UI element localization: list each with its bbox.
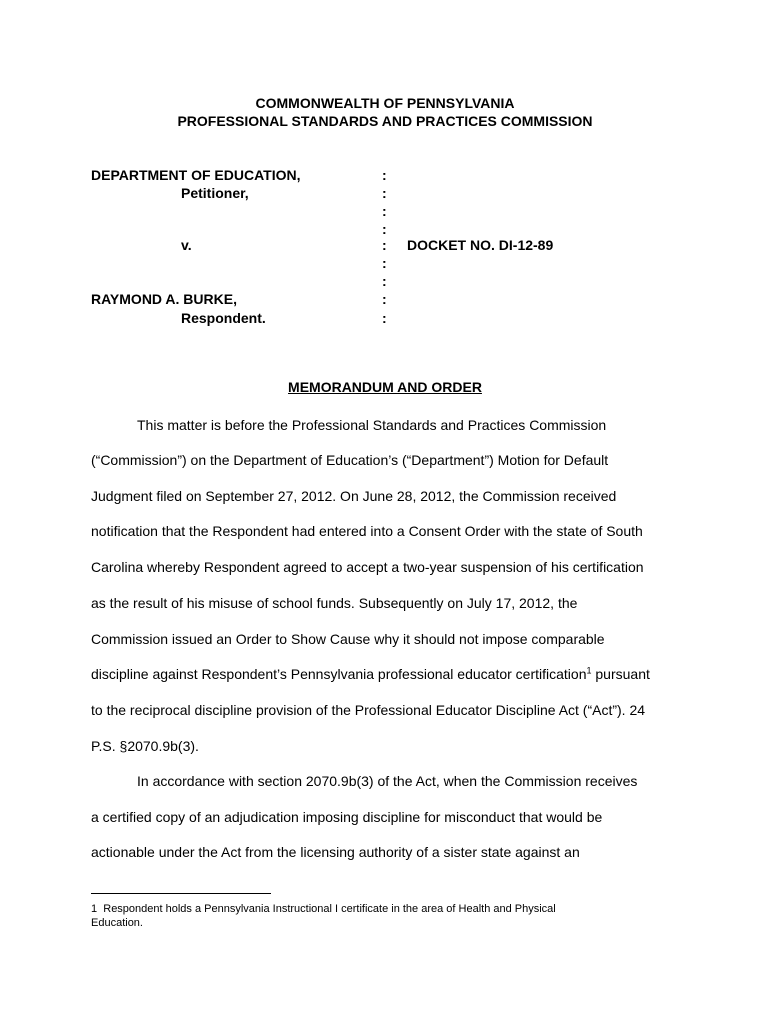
footnote-marker: 1	[91, 903, 98, 915]
versus-label: v.	[181, 237, 192, 253]
body-line: actionable under the Act from the licensing authority of a sister state against an	[91, 844, 580, 860]
petitioner-name: DEPARTMENT OF EDUCATION,	[91, 167, 301, 183]
body-line: This matter is before the Professional Standards and Practices Commission	[137, 417, 607, 433]
header-commission: PROFESSIONAL STANDARDS AND PRACTICES COMMISSION	[177, 113, 593, 129]
caption-separator: :	[382, 203, 387, 219]
body-line: as the result of his misuse of school funds. Subsequently on July 17, 2012, the	[91, 595, 578, 611]
body-line: a certified copy of an adjudication imposing discipline for misconduct that would be	[91, 809, 603, 825]
body-line: P.S. §2070.9b(3).	[91, 738, 199, 754]
header-commonwealth: COMMONWEALTH OF PENNSYLVANIA	[255, 95, 515, 111]
caption-separator: :	[382, 255, 387, 271]
footnote-reference[interactable]: 1	[586, 665, 592, 676]
body-line: Commission issued an Order to Show Cause why it should not impose comparable	[91, 631, 605, 647]
body-line: (“Commission”) on the Department of Education’s (“Department”) Motion for Default	[91, 452, 609, 468]
caption-separator: :	[382, 273, 387, 289]
body-line: to the reciprocal discipline provision of the Professional Educator Discipline Act (“Act”). 24	[91, 702, 646, 718]
body-line: Carolina whereby Respondent agreed to accept a two-year suspension of his certification	[91, 559, 644, 575]
respondent-role: Respondent.	[181, 310, 266, 326]
footnote-line: Education.	[91, 917, 143, 929]
body-text: discipline against Respondent’s Pennsylvania professional educator certification	[91, 666, 587, 682]
caption-separator: :	[382, 310, 387, 326]
petitioner-role: Petitioner,	[181, 185, 249, 201]
docket-number: DOCKET NO. DI-12-89	[407, 237, 554, 253]
footnote-line: Respondent holds a Pennsylvania Instructional I certificate in the area of Health and Physical	[103, 903, 556, 915]
body-line: notification that the Respondent had entered into a Consent Order with the state of South	[91, 523, 643, 539]
caption-separator: :	[382, 291, 387, 307]
body-line: Judgment filed on September 27, 2012. On June 28, 2012, the Commission received	[91, 488, 617, 504]
footnote-divider	[91, 893, 271, 894]
respondent-name: RAYMOND A. BURKE,	[91, 291, 237, 307]
footnote-text	[91, 902, 556, 916]
body-line-with-footnote	[91, 665, 650, 683]
memo-title: MEMORANDUM AND ORDER	[288, 379, 482, 395]
caption-separator: :	[382, 221, 387, 237]
caption-separator: :	[382, 185, 387, 201]
body-line: In accordance with section 2070.9b(3) of the Act, when the Commission receives	[137, 773, 638, 789]
caption-separator: :	[382, 167, 387, 183]
body-text: pursuant	[591, 666, 650, 682]
caption-separator: :	[382, 237, 387, 253]
